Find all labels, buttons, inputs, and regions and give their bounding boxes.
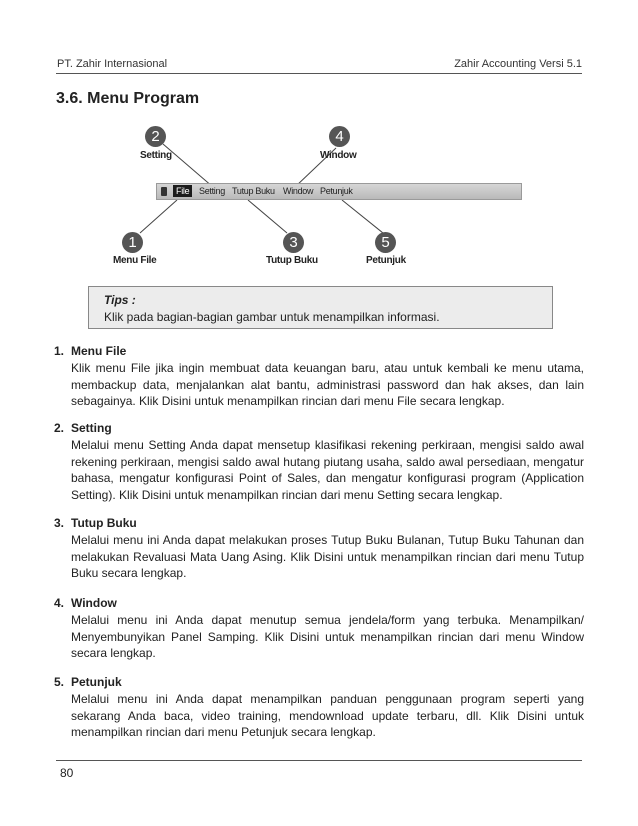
app-icon [161,187,167,196]
item-title: Petunjuk [71,675,122,689]
callout-badge-2[interactable]: 2 [145,126,166,147]
menu-setting[interactable]: Setting [199,186,225,196]
menu-petunjuk[interactable]: Petunjuk [320,186,353,196]
footer-divider [56,760,582,761]
callout-badge-3[interactable]: 3 [283,232,304,253]
tips-text: Klik pada bagian-bagian gambar untuk menampilkan informasi. [104,310,440,324]
list-item-tutup-buku [54,516,584,582]
callout-label-setting[interactable]: Setting [140,150,172,161]
item-title: Tutup Buku [71,516,137,530]
item-title: Window [71,596,117,610]
callout-label-window[interactable]: Window [320,150,357,161]
item-heading [54,516,584,532]
callout-lines [0,0,638,300]
list-item-petunjuk [54,675,584,741]
item-title: Setting [71,421,112,435]
item-number: 4. [54,596,65,610]
item-body: Melalui menu ini Anda dapat melakukan proses Tutup Buku Bulanan, Tutup Buku Tahunan dan melakukan Revaluasi Mata Uang Asing. Klik Disini untuk menampilkan rincian dari menu Tutup Buku secara lengkap. [71,533,584,580]
callout-badge-5[interactable]: 5 [375,232,396,253]
item-heading [54,675,584,691]
callout-line-tutup-buku [248,200,287,233]
page-header-left: PT. Zahir Internasional [57,58,168,70]
callout-line-file [140,200,177,233]
item-number: 3. [54,516,65,530]
callout-label-menu-file[interactable]: Menu File [113,255,157,266]
item-number: 1. [54,344,65,358]
callout-badge-4[interactable]: 4 [329,126,350,147]
item-heading [54,596,584,612]
page-header-right: Zahir Accounting Versi 5.1 [454,58,582,70]
page-number: 80 [60,766,74,780]
item-number: 5. [54,675,65,689]
list-item-window [54,596,584,662]
item-body: Melalui menu Setting Anda dapat mensetup klasifikasi rekening perkiraan, mengisi saldo awal rekening perkiraan, mengisi saldo awal hutang piutang usaha, saldo awal persediaan, mengatur bahasa, mengatur konfigurasi Point of Sales, dan mengatur konfigurasi program (Application Setting). Klik Disini untuk menampilkan rincian dari menu Setting secara lengkap. [71,438,584,502]
item-body: Klik menu File jika ingin membuat data keuangan baru, atau untuk kembali ke menu utama, membackup data, menjalankan alat bantu, administrasi password dan hak akses, dan lain sebagainya. Klik Disini untuk menampilkan rincian dari menu File secara lengkap. [71,361,584,408]
item-number: 2. [54,421,65,435]
menu-tutup-buku[interactable]: Tutup Buku [232,186,275,196]
callout-label-tutup-buku[interactable]: Tutup Buku [266,255,318,266]
menubar [156,183,522,200]
item-title: Menu File [71,344,127,358]
list-item-menu-file [54,344,584,410]
list-item-setting [54,421,584,503]
item-body: Melalui menu ini Anda dapat menampilkan panduan penggunaan program seperti yang sekarang Anda baca, video training, mendownload update terbaru, dll. Klik Disini untuk menampilkan rincian dari menu Petunjuk secara lengkap. [71,692,584,739]
callout-line-petunjuk [342,200,383,233]
menu-window[interactable]: Window [283,186,314,196]
item-body: Melalui menu ini Anda dapat menutup semua jendela/form yang terbuka. Menampilkan/ Menyembunyikan Panel Samping. Klik Disini untuk menampilkan rincian dari menu Window secara lengkap. [71,613,584,660]
tips-title: Tips : [104,293,136,307]
menu-file[interactable]: File [173,185,192,197]
section-title: 3.6. Menu Program [56,90,200,107]
item-heading [54,344,584,360]
tips-box [88,286,553,329]
callout-label-petunjuk[interactable]: Petunjuk [366,255,406,266]
callout-badge-1[interactable]: 1 [122,232,143,253]
item-heading [54,421,584,437]
